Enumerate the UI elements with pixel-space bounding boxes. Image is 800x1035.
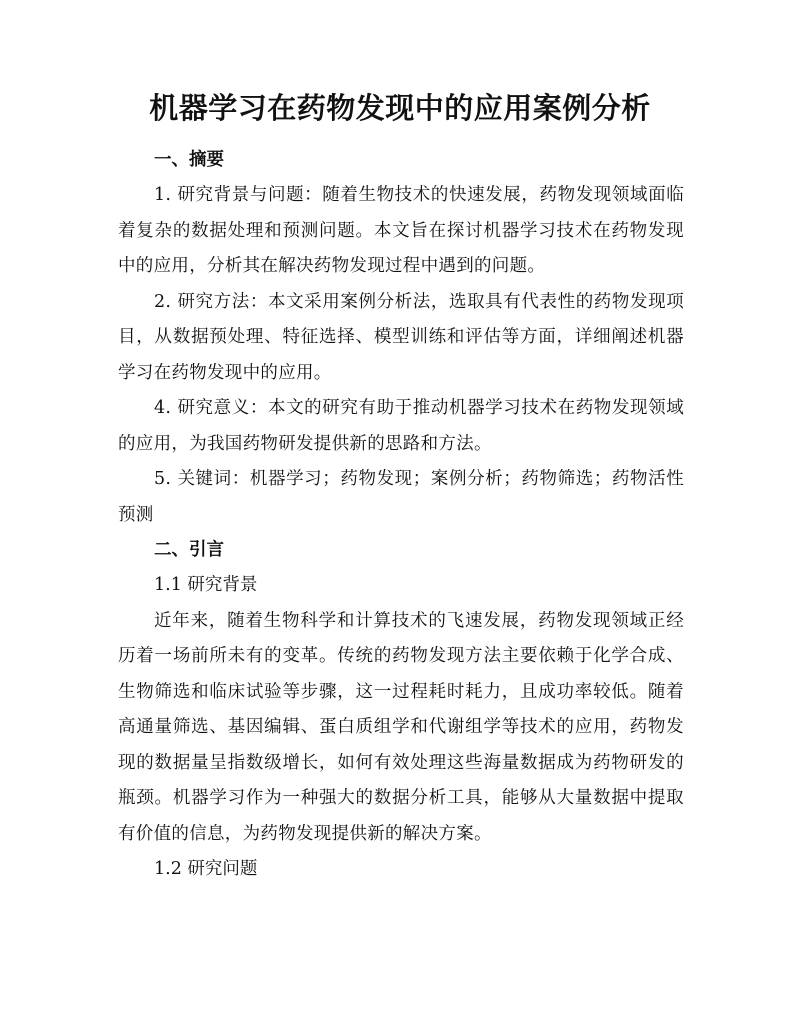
abstract-item-significance: 4. 研究意义：本文的研究有助于推动机器学习技术在药物发现领域的应用，为我国药物研发提供新的思路和方法。: [118, 398, 684, 454]
abstract-item-background: 1. 研究背景与问题：随着生物技术的快速发展，药物发现领域面临着复杂的数据处理和预测问题。本文旨在探讨机器学习技术在药物发现中的应用，分析其在解决药物发现过程中遇到的问题。: [118, 185, 684, 276]
abstract-item-method: 2. 研究方法：本文采用案例分析法，选取具有代表性的药物发现项目，从数据预处理、特征选择、模型训练和评估等方面，详细阐述机器学习在药物发现中的应用。: [118, 291, 684, 383]
abstract-item-keywords: 5. 关键词：机器学习；药物发现；案例分析；药物筛选；药物活性预测: [118, 469, 684, 525]
section-heading-introduction: 二、引言: [154, 540, 224, 560]
document-title: 机器学习在药物发现中的应用案例分析: [149, 91, 651, 125]
paragraph-background: 近年来，随着生物科学和计算技术的飞速发展，药物发现领域正经历着一场前所未有的变革。传统的药物发现方法主要依赖于化学合成、生物筛选和临床试验等步骤，这一过程耗时耗力，且成功率较低。随着高通量筛选、基因编辑、蛋白质组学和代谢组学等技术的应用，药物发现的数据量呈指数级增长，如何有效处理这些海量数据成为药物研发的瓶颈。机器学习作为一种强大的数据分析工具，能够从大量数据中提取有价值的信息，为药物发现提供新的解决方案。: [118, 610, 684, 844]
section-heading-abstract: 一、摘要: [154, 150, 224, 170]
subsection-heading-background: 1.1 研究背景: [154, 575, 258, 595]
subsection-heading-research-question: 1.2 研究问题: [154, 859, 258, 879]
document-body: [118, 143, 684, 888]
